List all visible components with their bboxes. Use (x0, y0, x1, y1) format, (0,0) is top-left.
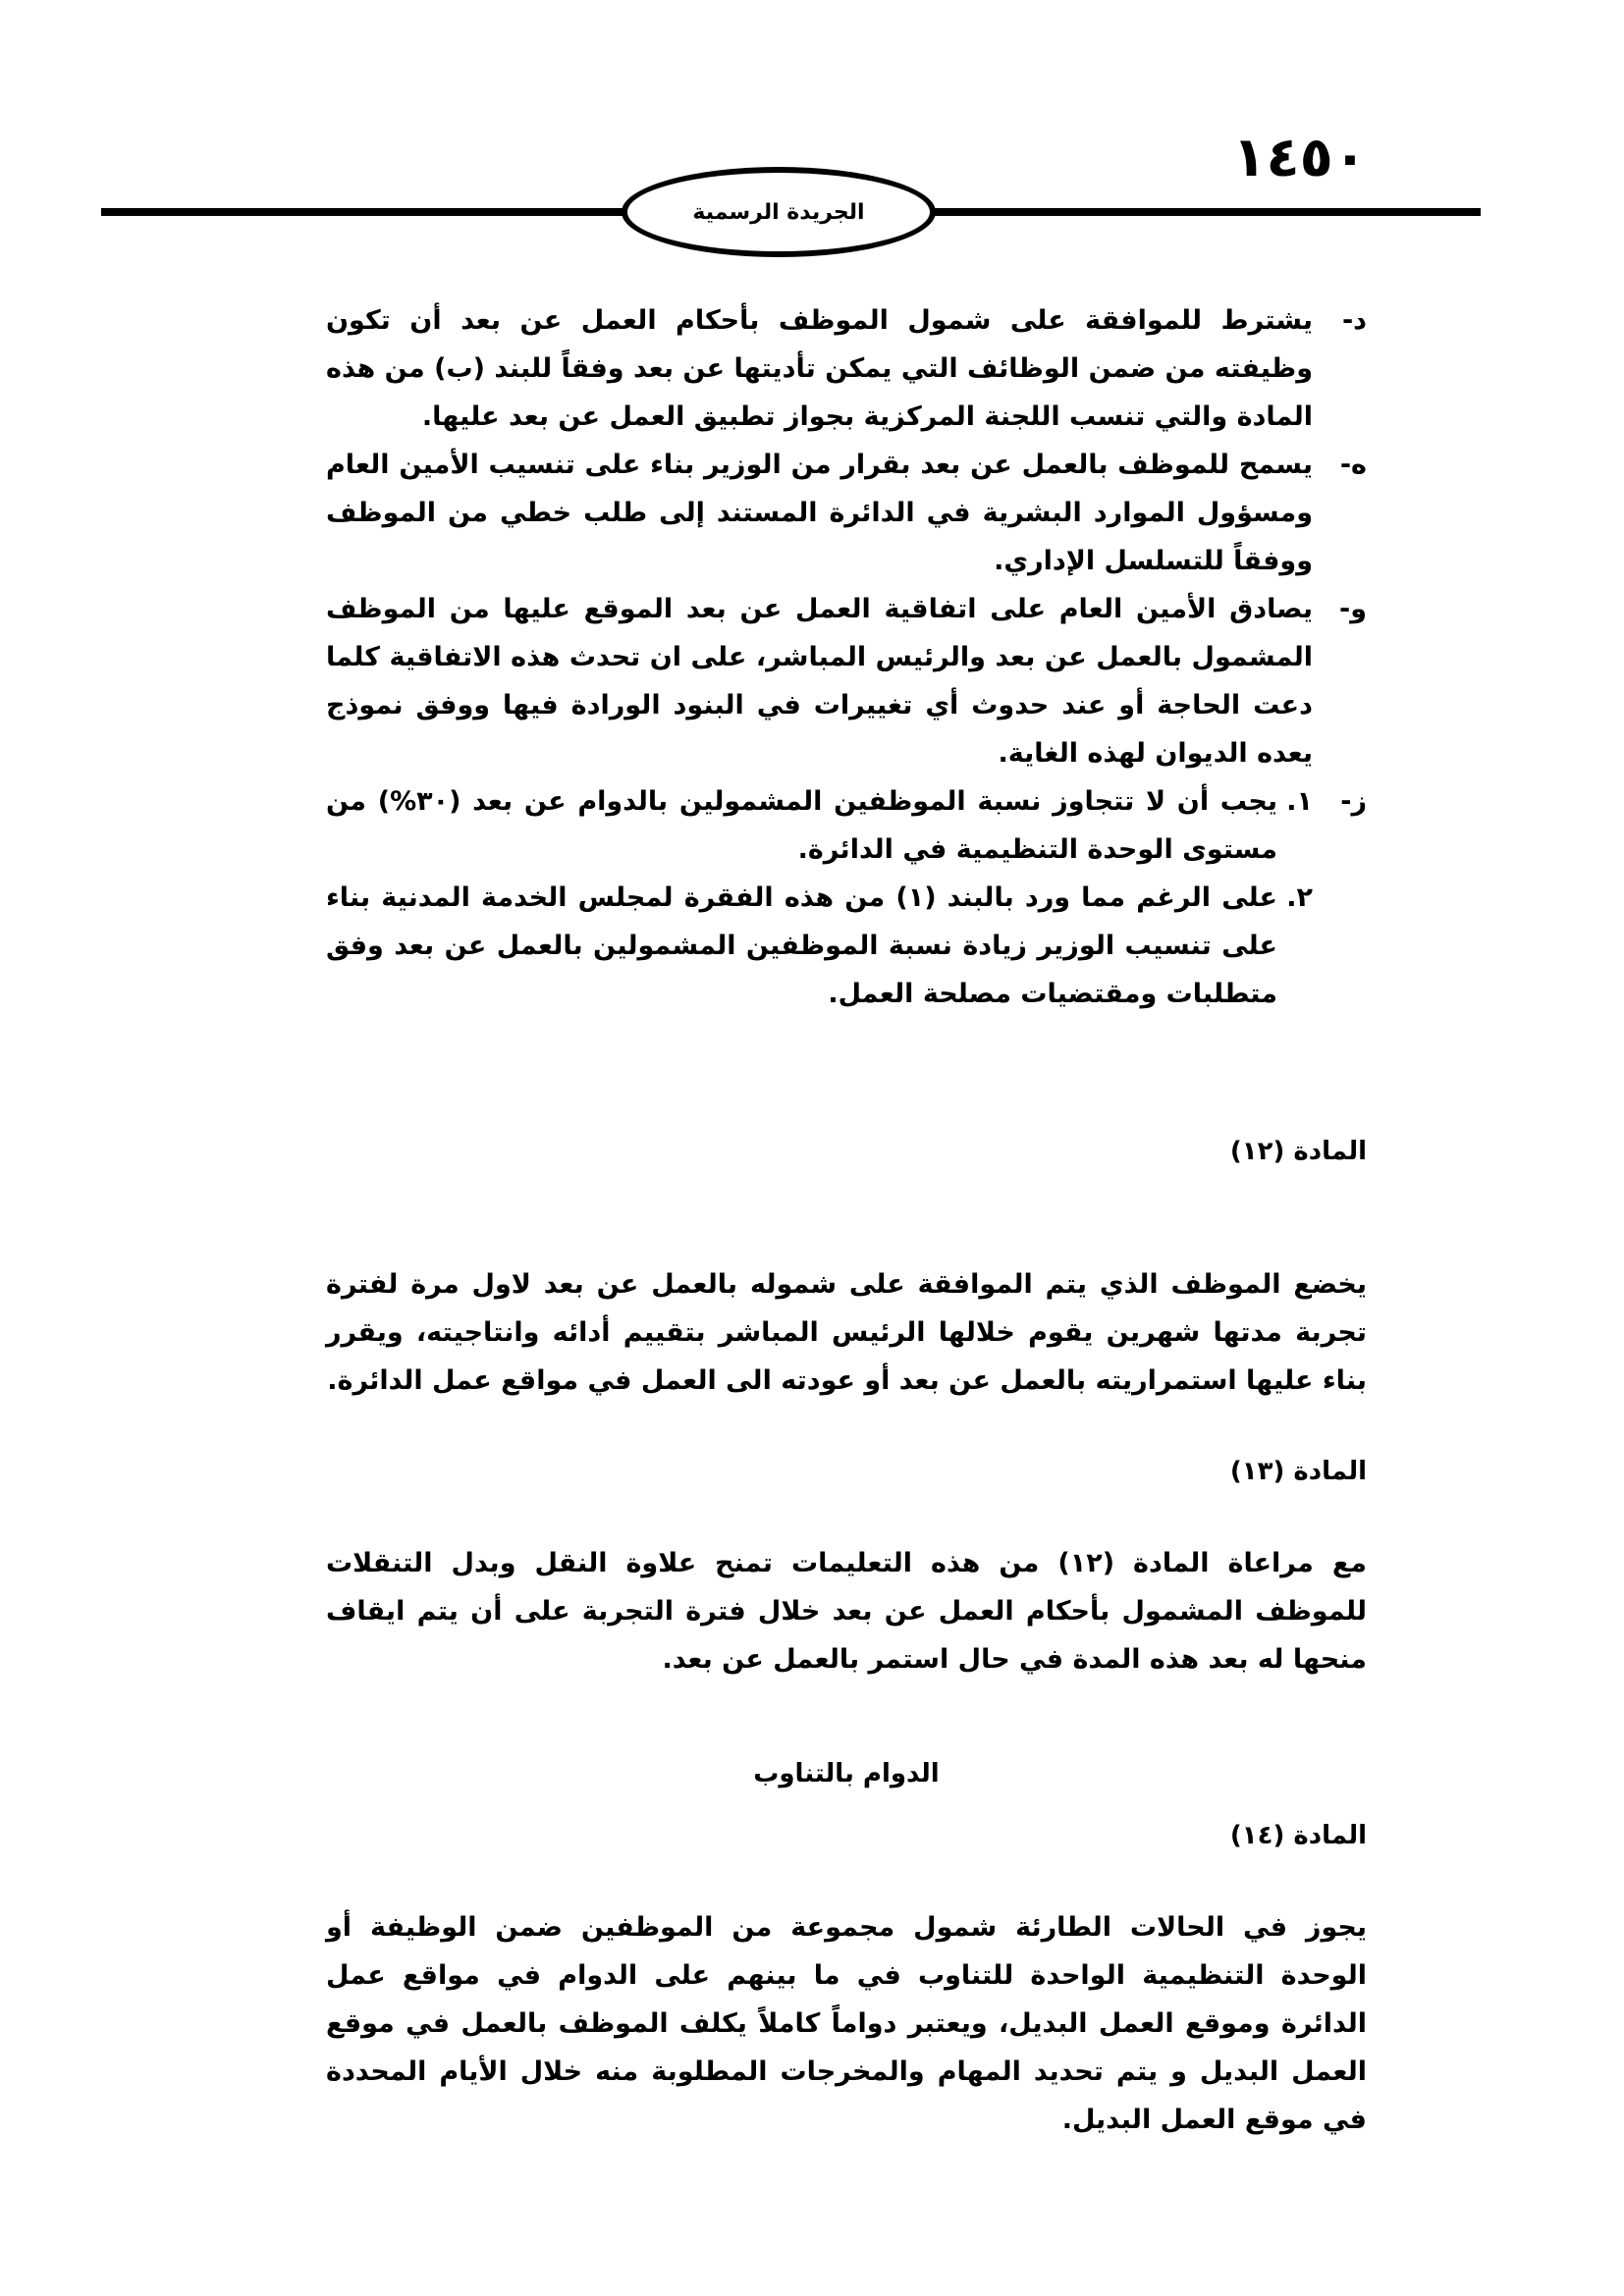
clause-d (326, 296, 1367, 441)
section-heading: الدوام بالتناوب (753, 1759, 940, 1789)
subclause-text: على الرغم مما ورد بالبند (١) من هذه الفقرة لمجلس الخدمة المدنية بناء على تنسيب الوزير زيادة نسبة الموظفين المشمولين بالعمل عن بعد وفق متطلبات ومقتضيات مصلحة العمل. (326, 882, 1277, 1009)
page-number: ١٤٥٠ (1232, 126, 1367, 189)
subclause-number: ١. (1286, 786, 1313, 817)
clause-text: يشترط للموافقة على شمول الموظف بأحكام العمل عن بعد أن تكون وظيفته من ضمن الوظائف التي يمكن تأديتها عن بعد وفقاً للبند (ب) من هذه المادة والتي تنسب اللجنة المركزية بجواز تطبيق العمل عن بعد عليها. (326, 305, 1313, 432)
clause-text: يسمح للموظف بالعمل عن بعد بقرار من الوزير بناء على تنسيب الأمين العام ومسؤول الموارد البشرية في الدائرة المستند إلى طلب خطي من الموظف ووفقاً للتسلسل الإداري. (326, 450, 1313, 576)
subclause-number: ٢. (1286, 882, 1313, 913)
subclause-1 (326, 777, 1313, 874)
article-12-title: المادة (١٢) (1229, 1137, 1367, 1166)
article-14-text: يجوز في الحالات الطارئة شمول مجموعة من الموظفين ضمن الوظيفة أو الوحدة التنظيمية الواحدة للتناوب في ما بينهم على الدوام في مواقع عمل الدائرة وموقع العمل البديل، ويعتبر دواماً كاملاً يكلف الموظف بالعمل في موقع العمل البديل و يتم تحديد المهام والمخرجات المطلوبة منه خلال الأيام المحددة في موقع العمل البديل. (326, 1912, 1367, 2135)
clause-h (326, 441, 1367, 585)
clause-text: يصادق الأمين العام على اتفاقية العمل عن بعد الموقع عليها من الموظف المشمول بالعمل عن بعد والرئيس المباشر، على ان تحدث هذه الاتفاقية كلما دعت الحاجة أو عند حدوث أي تغييرات في البنود الورادة فيها ووفق نموذج يعده الديوان لهذه الغاية. (326, 594, 1313, 769)
clause-letter: ه- (1339, 450, 1367, 480)
clause-w (326, 585, 1367, 777)
article-13-title: المادة (١٣) (1229, 1457, 1367, 1486)
clause-letter: د- (1341, 305, 1367, 336)
clause-z (326, 777, 1367, 1018)
gazette-title: الجريدة الرسمية (692, 199, 865, 225)
clause-letter: و- (1339, 594, 1367, 624)
document-body (326, 296, 1367, 2144)
subclause-text: يجب أن لا تتجاوز نسبة الموظفين المشمولين بالدوام عن بعد (٣٠%) من مستوى الوحدة التنظيمية في الدائرة. (326, 786, 1277, 865)
clause-subitems (326, 777, 1313, 1018)
article-14-title: المادة (١٤) (1229, 1821, 1367, 1850)
header-title-oval (622, 167, 936, 257)
subclause-2 (326, 874, 1313, 1018)
article-13-text: مع مراعاة المادة (١٢) من هذه التعليمات تمنح علاوة النقل وبدل التنقلات للموظف المشمول بأحكام العمل عن بعد خلال فترة التجربة على أن يتم ايقاف منحها له بعد هذه المدة في حال استمر بالعمل عن بعد. (326, 1548, 1367, 1675)
clause-letter: ز- (1340, 786, 1367, 817)
article-12-text: يخضع الموظف الذي يتم الموافقة على شموله بالعمل عن بعد لاول مرة لفترة تجربة مدتها شهرين يقوم خلالها الرئيس المباشر بتقييم أدائه وانتاجيته، ويقرر بناء عليها استمراريته بالعمل عن بعد أو عودته الى العمل في مواقع عمل الدائرة. (326, 1269, 1367, 1396)
